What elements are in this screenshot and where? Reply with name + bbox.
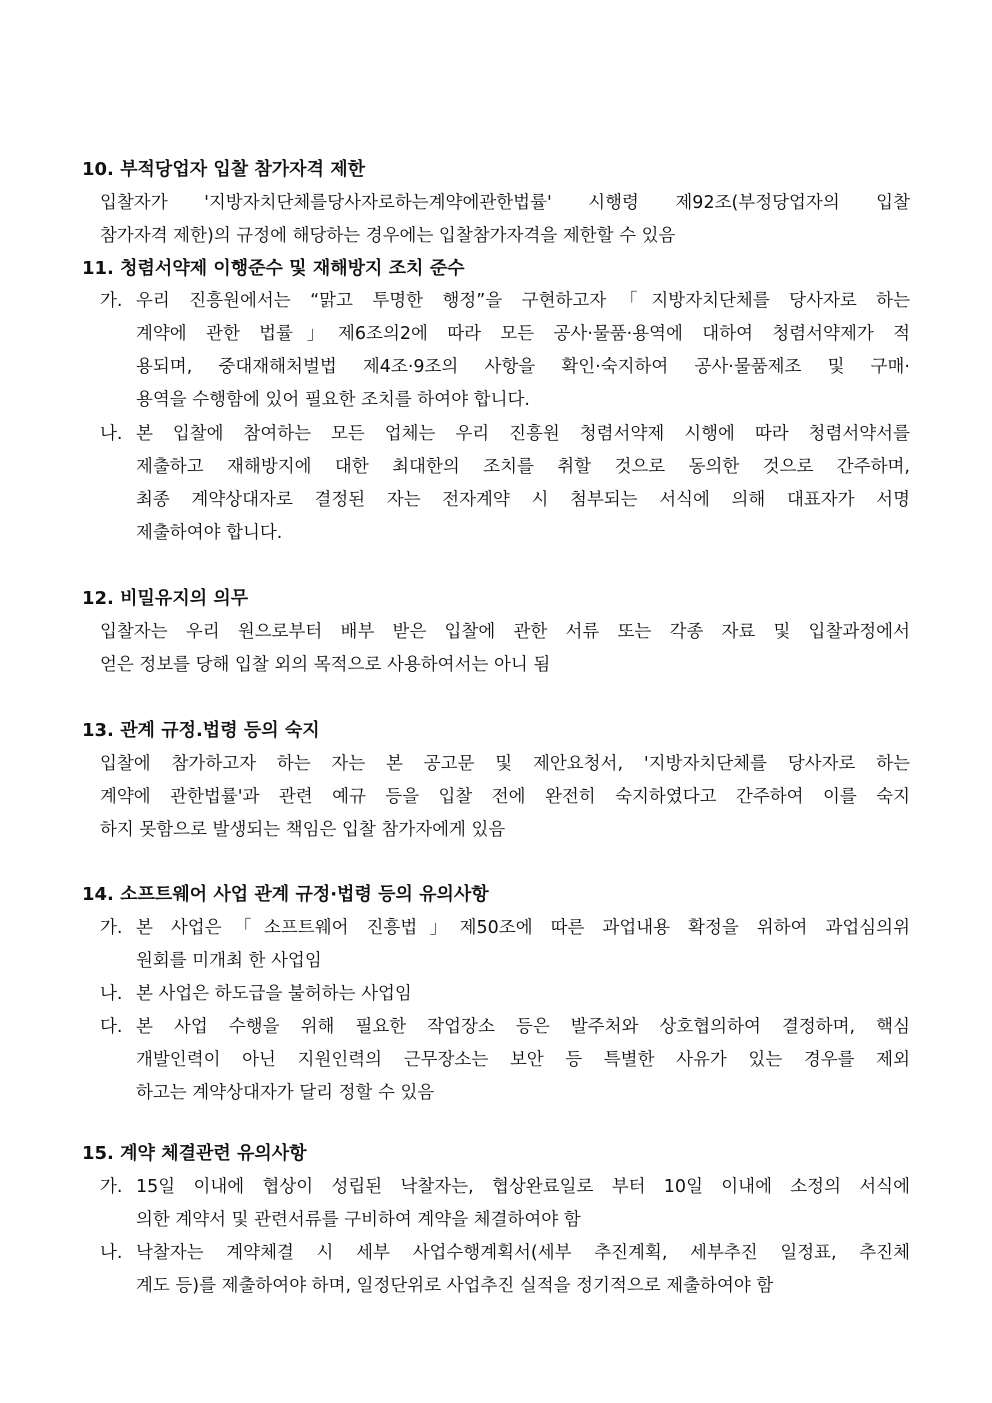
list-item-body xyxy=(136,285,910,417)
list-marker: 나. xyxy=(100,1243,123,1263)
list-item-body xyxy=(136,1237,910,1303)
text-line: 하지 못함으로 발생되는 책임은 입찰 참가자에게 있음 xyxy=(100,820,506,840)
list-item xyxy=(100,1011,910,1110)
text-line: 입찰자는 우리 원으로부터 배부 받은 입찰에 관한 서류 또는 각종 자료 및 입찰과정에서 xyxy=(100,622,910,642)
text-line: 본 사업 수행을 위해 필요한 작업장소 등은 발주처와 상호협의하여 결정하며, 핵심 xyxy=(136,1017,910,1037)
list-item xyxy=(100,978,910,1011)
text-line: 참가자격 제한)의 규정에 해당하는 경우에는 입찰참가자격을 제한할 수 있음 xyxy=(100,226,676,246)
text-line: 계약에 관한법률'과 관련 예규 등을 입찰 전에 완전히 숙지하였다고 간주하여 이를 숙지 xyxy=(100,787,910,807)
section-heading: 10. 부적당업자 입찰 참가자격 제한 xyxy=(82,159,365,180)
list-marker: 다. xyxy=(100,1017,123,1037)
list-marker: 가. xyxy=(100,918,123,938)
text-line: 용되며, 중대재해처벌법 제4조·9조의 사항을 확인·숙지하여 공사·물품제조 및 구매· xyxy=(136,357,910,377)
section-heading: 12. 비밀유지의 의무 xyxy=(82,588,249,609)
list-marker: 나. xyxy=(100,424,123,444)
list-marker: 가. xyxy=(100,1177,123,1197)
text-line: 제출하고 재해방지에 대한 최대한의 조치를 취할 것으로 동의한 것으로 간주하며, xyxy=(136,457,910,477)
list-item-body xyxy=(136,418,910,550)
section-heading: 15. 계약 체결관련 유의사항 xyxy=(82,1143,307,1164)
list-item xyxy=(100,285,910,417)
section-paragraph xyxy=(100,187,910,253)
text-line: 계도 등)를 제출하여야 하며, 일정단위로 사업추진 실적을 정기적으로 제출하여야 함 xyxy=(136,1276,774,1296)
text-line: 얻은 정보를 당해 입찰 외의 목적으로 사용하여서는 아니 됨 xyxy=(100,655,551,675)
list-item xyxy=(100,1171,910,1237)
text-line: 용역을 수행함에 있어 필요한 조치를 하여야 합니다. xyxy=(136,390,530,410)
text-line: 하고는 계약상대자가 달리 정할 수 있음 xyxy=(136,1083,435,1103)
text-line: 의한 계약서 및 관련서류를 구비하여 계약을 체결하여야 함 xyxy=(136,1210,581,1230)
list-item-body xyxy=(136,978,910,1011)
text-line: 본 사업은「소프트웨어 진흥법」제50조에 따른 과업내용 확정을 위하여 과업심의위 xyxy=(136,918,910,938)
section-heading: 11. 청렴서약제 이행준수 및 재해방지 조치 준수 xyxy=(82,258,465,279)
text-line: 원회를 미개최 한 사업임 xyxy=(136,951,322,971)
text-line: 우리 진흥원에서는 “맑고 투명한 행정”을 구현하고자「지방자치단체를 당사자로 하는 xyxy=(136,291,910,311)
text-line: 본 사업은 하도급을 불허하는 사업임 xyxy=(136,984,412,1004)
list-marker: 가. xyxy=(100,291,123,311)
text-line: 입찰자가 '지방자치단체를당사자로하는계약에관한법률' 시행령 제92조(부정당업자의 입찰 xyxy=(100,193,910,213)
text-line: 최종 계약상대자로 결정된 자는 전자계약 시 첨부되는 서식에 의해 대표자가 서명 xyxy=(136,490,910,510)
section-paragraph xyxy=(100,748,910,847)
text-line: 입찰에 참가하고자 하는 자는 본 공고문 및 제안요청서, '지방자치단체를 당사자로 하는 xyxy=(100,754,910,774)
text-line: 개발인력이 아닌 지원인력의 근무장소는 보안 등 특별한 사유가 있는 경우를 제외 xyxy=(136,1050,910,1070)
list-item xyxy=(100,912,910,978)
text-line: 본 입찰에 참여하는 모든 업체는 우리 진흥원 청렴서약제 시행에 따라 청렴서약서를 xyxy=(136,424,910,444)
list-item-body xyxy=(136,912,910,978)
text-line: 제출하여야 합니다. xyxy=(136,523,283,543)
text-line: 계약에 관한 법률」제6조의2에 따라 모든 공사·물품·용역에 대하여 청렴서약제가 적 xyxy=(136,324,910,344)
list-item xyxy=(100,1237,910,1303)
list-item-body xyxy=(136,1011,910,1110)
list-item-body xyxy=(136,1171,910,1237)
section-heading: 13. 관계 규정.법령 등의 숙지 xyxy=(82,720,320,741)
text-line: 15일 이내에 협상이 성립된 낙찰자는, 협상완료일로 부터 10일 이내에 소정의 서식에 xyxy=(136,1177,910,1197)
section-paragraph xyxy=(100,616,910,682)
text-line: 낙찰자는 계약체결 시 세부 사업수행계획서(세부 추진계획, 세부추진 일정표, 추진체 xyxy=(136,1243,910,1263)
list-marker: 나. xyxy=(100,984,123,1004)
section-heading: 14. 소프트웨어 사업 관계 규정·법령 등의 유의사항 xyxy=(82,884,489,905)
list-item xyxy=(100,418,910,550)
